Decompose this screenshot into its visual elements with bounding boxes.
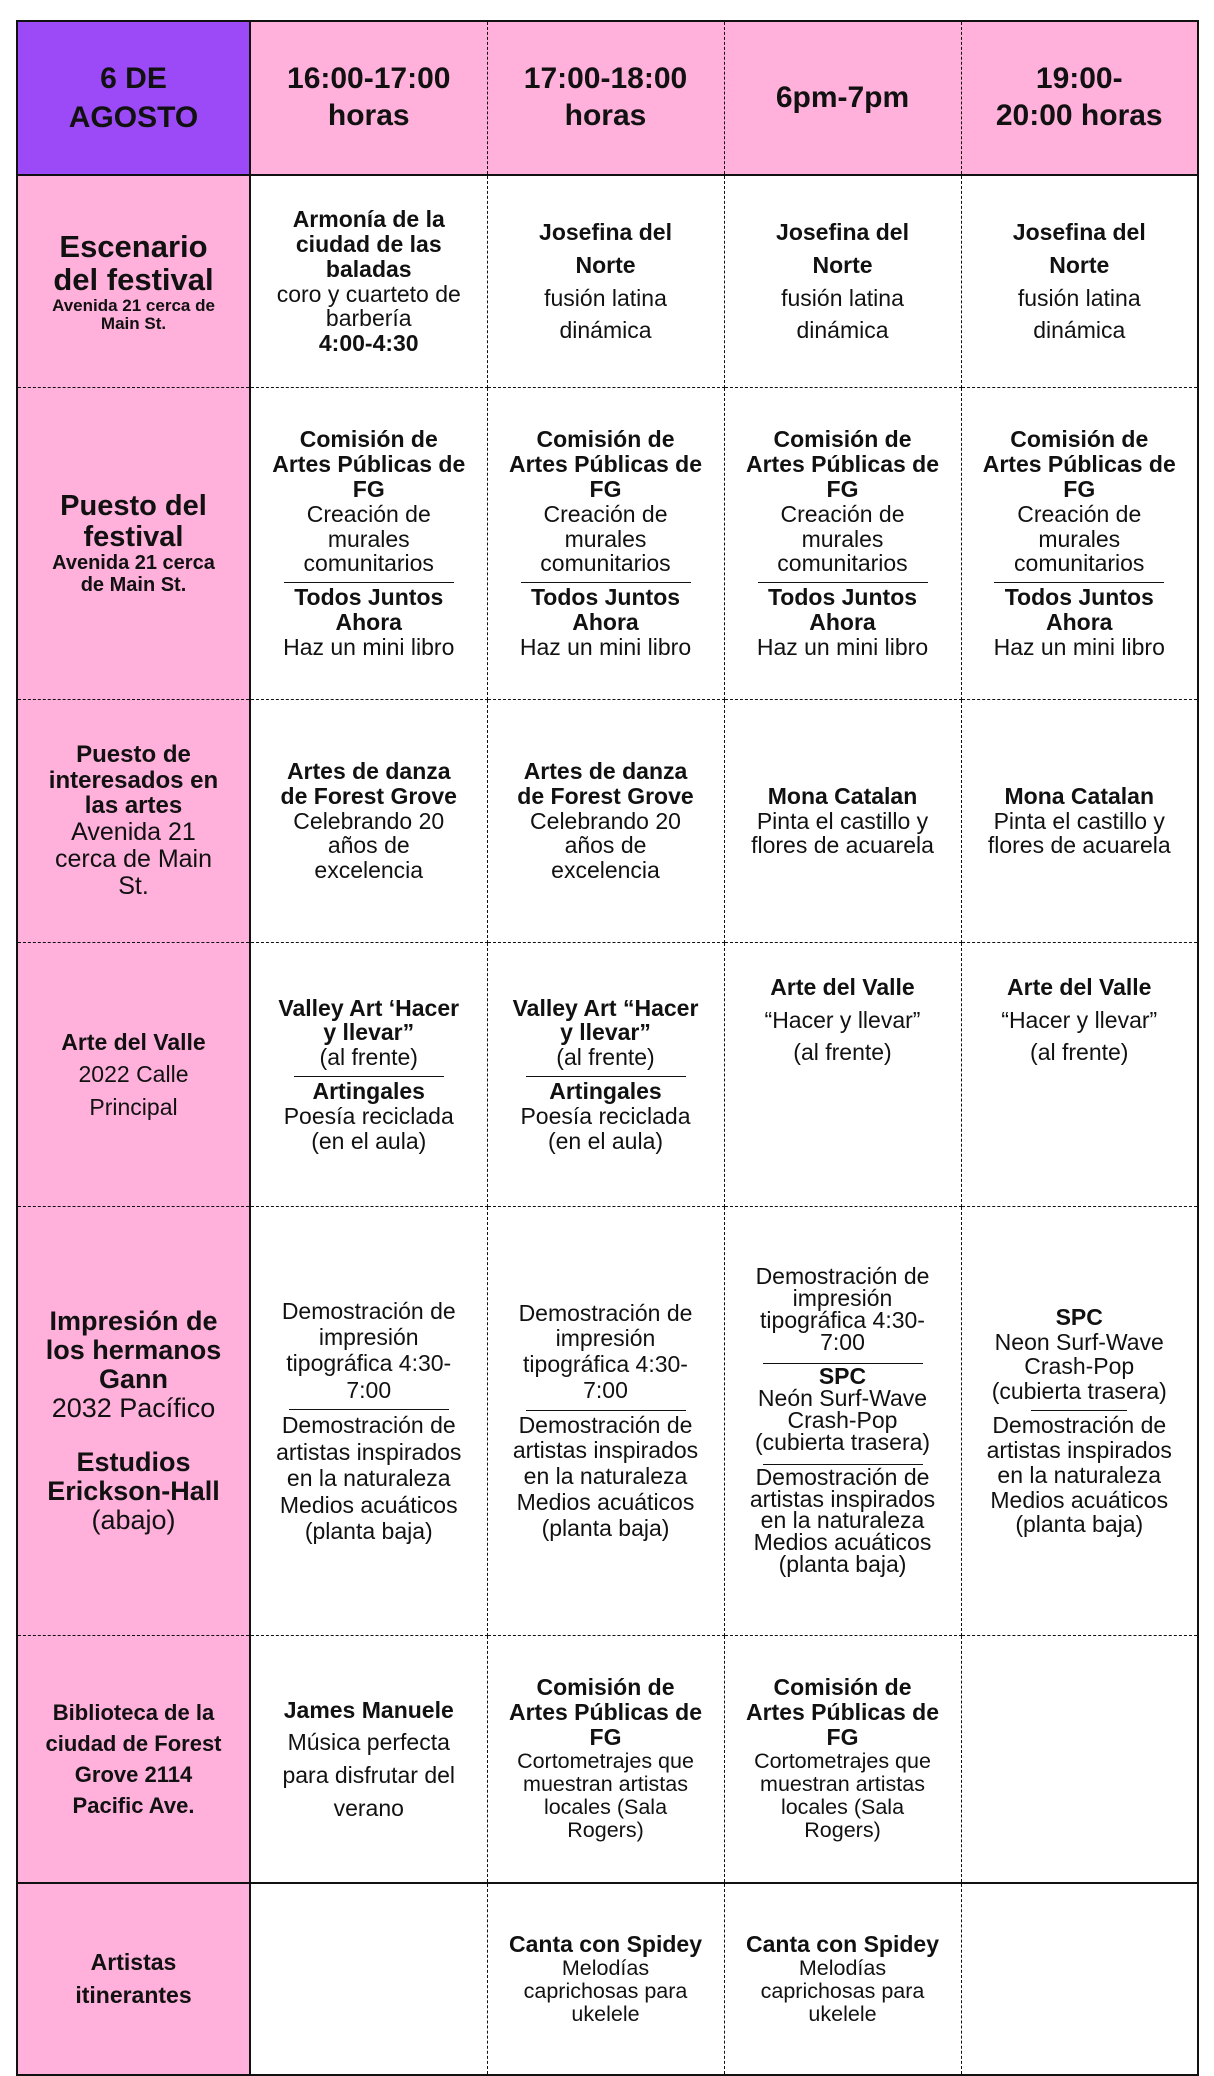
event-cell <box>487 388 724 700</box>
event-description: Haz un mini libro <box>993 633 1165 660</box>
event-divider <box>521 582 691 583</box>
event-cell <box>250 175 487 388</box>
event-title: Todos Juntos Ahora <box>1004 584 1154 636</box>
time-header-line: 19:00- <box>1035 62 1123 96</box>
date-line-2: AGOSTO <box>68 101 199 134</box>
event-title: Josefina del Norte <box>1012 219 1146 278</box>
event-divider <box>284 582 454 583</box>
venue-cell <box>17 1883 250 2075</box>
event-cell <box>487 1636 724 1884</box>
event-description: Celebrando 20 años de excelencia <box>293 807 445 884</box>
event-title: Todos Juntos Ahora <box>767 584 918 636</box>
event-cell <box>250 943 487 1207</box>
event-description: (al frente) <box>1030 1039 1129 1066</box>
event-title: James Manuele <box>283 1696 454 1723</box>
time-header-line: horas <box>327 99 410 132</box>
event-divider <box>289 1409 449 1410</box>
event-title: Josefina del Norte <box>539 219 672 278</box>
event-title: Armonía de la ciudad de las baladas <box>292 206 445 282</box>
event-description: Música perfecta para disfrutar del verano <box>282 1729 456 1821</box>
event-description: Demostración de artistas inspirados en la naturaleza Medios acuáticos (planta baja) <box>749 1463 936 1578</box>
event-description: Creación de murales comunitarios <box>303 500 434 577</box>
venue-cell <box>17 175 250 388</box>
event-title: Valley Art “Hacer y llevar” <box>512 994 699 1046</box>
event-description: Creación de murales comunitarios <box>1014 500 1145 577</box>
time-header-3 <box>724 21 961 175</box>
event-description: Demostración de impresión tipográfica 4:30-7:00 <box>518 1299 693 1403</box>
venue-address: Avenida 21 cerca de Main St. <box>52 552 215 596</box>
event-cell <box>487 175 724 388</box>
event-description: Haz un mini libro <box>756 633 929 660</box>
event-description: Neon Surf-Wave Crash-Pop (cubierta trasera) <box>991 1328 1167 1405</box>
venue-name: Impresión de los hermanos Gann <box>45 1305 222 1395</box>
time-header-1 <box>250 21 487 175</box>
event-title: Canta con Spidey <box>509 1930 702 1957</box>
event-title: Comisión de Artes Públicas de FG <box>745 1674 940 1750</box>
event-description: coro y cuarteto de barbería <box>276 280 461 332</box>
event-cell <box>250 1636 487 1884</box>
schedule-row-gann <box>17 1207 1198 1636</box>
event-cell-empty <box>250 1883 487 2075</box>
event-cell <box>961 175 1198 388</box>
event-cell <box>724 175 961 388</box>
event-description: fusión latina dinámica <box>781 284 904 344</box>
event-title: Artes de danza de Forest Grove <box>280 757 457 809</box>
event-description: Demostración de artistas inspirados en la naturaleza Medios acuáticos (planta baja) <box>986 1412 1172 1538</box>
event-title: Artingales <box>312 1078 425 1104</box>
event-title: Artes de danza de Forest Grove <box>517 757 694 809</box>
event-description: “Hacer y llevar” <box>764 1006 921 1033</box>
event-cell <box>961 1207 1198 1636</box>
event-description: (al frente) <box>793 1039 892 1066</box>
event-title: Mona Catalan <box>1004 782 1155 809</box>
time-header-line: 20:00 horas <box>995 99 1163 132</box>
schedule-row-puesto-festival <box>17 388 1198 700</box>
date-line-1: 6 DE <box>100 62 167 95</box>
event-description: Creación de murales comunitarios <box>777 500 908 577</box>
venue-address: (abajo) <box>91 1504 176 1535</box>
time-header-4 <box>961 21 1198 175</box>
event-divider <box>526 1076 686 1077</box>
event-title: Canta con Spidey <box>746 1930 939 1957</box>
event-divider <box>758 582 928 583</box>
event-cell <box>487 943 724 1207</box>
event-description: (al frente) <box>556 1044 655 1071</box>
event-cell <box>487 1883 724 2075</box>
event-cell <box>724 700 961 943</box>
event-title: Mona Catalan <box>767 782 918 809</box>
event-title: Comisión de Artes Públicas de FG <box>982 426 1176 502</box>
venue-cell <box>17 943 250 1207</box>
event-description: Melodías caprichosas para ukelele <box>523 1955 688 2027</box>
venue-cell <box>17 700 250 943</box>
venue-name: Artistas itinerantes <box>75 1949 192 2008</box>
event-divider <box>526 1410 686 1411</box>
event-description: Demostración de impresión tipográfica 4:30-7:00 <box>281 1297 456 1403</box>
event-cell <box>250 388 487 700</box>
event-description: Creación de murales comunitarios <box>540 500 671 577</box>
event-description: Celebrando 20 años de excelencia <box>530 807 681 884</box>
event-description: (al frente) <box>319 1044 418 1071</box>
event-description: Poesía reciclada (en el aula) <box>520 1102 691 1154</box>
event-time: 4:00-4:30 <box>318 330 419 357</box>
event-cell-empty <box>961 1883 1198 2075</box>
schedule-row-escenario <box>17 175 1198 388</box>
event-description: Poesía reciclada (en el aula) <box>283 1102 454 1154</box>
time-header-line: horas <box>564 99 647 132</box>
event-cell <box>487 1207 724 1636</box>
event-cell <box>724 943 961 1207</box>
event-title: Comisión de Artes Públicas de FG <box>508 426 703 502</box>
event-cell <box>961 943 1198 1207</box>
event-title: Comisión de Artes Públicas de FG <box>508 1674 703 1750</box>
event-description: Melodías caprichosas para ukelele <box>760 1955 925 2027</box>
schedule-row-biblioteca <box>17 1636 1198 1884</box>
event-description: Cortometrajes que muestran artistas locales (Sala Rogers) <box>754 1748 931 1843</box>
venue-name: Arte del Valle <box>61 1028 206 1055</box>
schedule-table <box>16 20 1199 2076</box>
event-title: Arte del Valle <box>770 974 915 1000</box>
event-cell <box>724 388 961 700</box>
event-description: Cortometrajes que muestran artistas locales (Sala Rogers) <box>517 1748 694 1843</box>
schedule-row-puesto-interesados <box>17 700 1198 943</box>
event-description: fusión latina dinámica <box>1017 284 1141 344</box>
schedule-row-itinerantes <box>17 1883 1198 2075</box>
time-header-line: 6pm-7pm <box>775 80 910 114</box>
venue-address: 2022 Calle Principal <box>78 1061 189 1120</box>
event-divider <box>294 1076 444 1077</box>
event-description: fusión latina dinámica <box>544 284 667 344</box>
event-description: “Hacer y llevar” <box>1001 1006 1158 1033</box>
event-description: Demostración de artistas inspirados en la naturaleza Medios acuáticos (planta baja) <box>512 1411 699 1541</box>
event-title: Todos Juntos Ahora <box>294 584 444 636</box>
event-description: Neón Surf-Wave Crash-Pop (cubierta trasera) <box>754 1385 931 1455</box>
event-description: Demostración de artistas inspirados en la naturaleza Medios acuáticos (planta baja) <box>276 1412 462 1545</box>
event-description: Demostración de impresión tipográfica 4:30-7:00 <box>755 1263 930 1355</box>
venue-name: Puesto de interesados en las artes <box>48 740 219 820</box>
venue-name: Biblioteca de la ciudad de Forest Grove 2114 Pacific Ave. <box>45 1699 222 1819</box>
schedule-row-arte-valle <box>17 943 1198 1207</box>
event-title: Valley Art ‘Hacer y llevar” <box>278 994 460 1046</box>
event-title: SPC <box>1055 1303 1103 1330</box>
event-cell <box>724 1207 961 1636</box>
venue-cell <box>17 388 250 700</box>
time-header-line: 17:00-18:00 <box>523 62 688 96</box>
venue-cell <box>17 1636 250 1884</box>
date-header <box>17 21 250 175</box>
event-cell-empty <box>961 1636 1198 1884</box>
event-title: Arte del Valle <box>1007 974 1152 1000</box>
event-divider <box>994 582 1164 583</box>
event-title: Comisión de Artes Públicas de FG <box>272 426 466 502</box>
event-cell <box>724 1636 961 1884</box>
venue-name: Puesto del festival <box>60 489 207 553</box>
venue-address: Avenida 21 cerca de Main St. <box>52 295 215 333</box>
venue-address: 2032 Pacífico <box>51 1393 216 1424</box>
venue-name: Estudios Erickson-Hall <box>47 1446 220 1506</box>
venue-cell <box>17 1207 250 1636</box>
event-cell <box>487 700 724 943</box>
event-cell <box>250 1207 487 1636</box>
event-title: Artingales <box>549 1078 662 1104</box>
festival-schedule <box>16 20 1197 2076</box>
event-divider <box>1031 1410 1127 1411</box>
event-description: Pinta el castillo y flores de acuarela <box>987 807 1171 859</box>
event-cell <box>961 388 1198 700</box>
event-title: SPC <box>818 1363 867 1390</box>
event-title: Josefina del Norte <box>776 219 909 278</box>
event-description: Haz un mini libro <box>283 633 455 660</box>
event-cell <box>961 700 1198 943</box>
header-row <box>17 21 1198 175</box>
event-description: Pinta el castillo y flores de acuarela <box>751 807 934 859</box>
event-cell <box>250 700 487 943</box>
venue-spacer <box>38 1424 229 1448</box>
event-title: Comisión de Artes Públicas de FG <box>745 426 940 502</box>
event-description: Haz un mini libro <box>519 633 692 660</box>
time-header-line: 16:00-17:00 <box>287 62 451 96</box>
time-header-2 <box>487 21 724 175</box>
venue-address: Avenida 21 cerca de Main St. <box>54 818 213 901</box>
event-title: Todos Juntos Ahora <box>530 584 681 636</box>
event-cell <box>724 1883 961 2075</box>
venue-name: Escenario del festival <box>53 228 214 298</box>
